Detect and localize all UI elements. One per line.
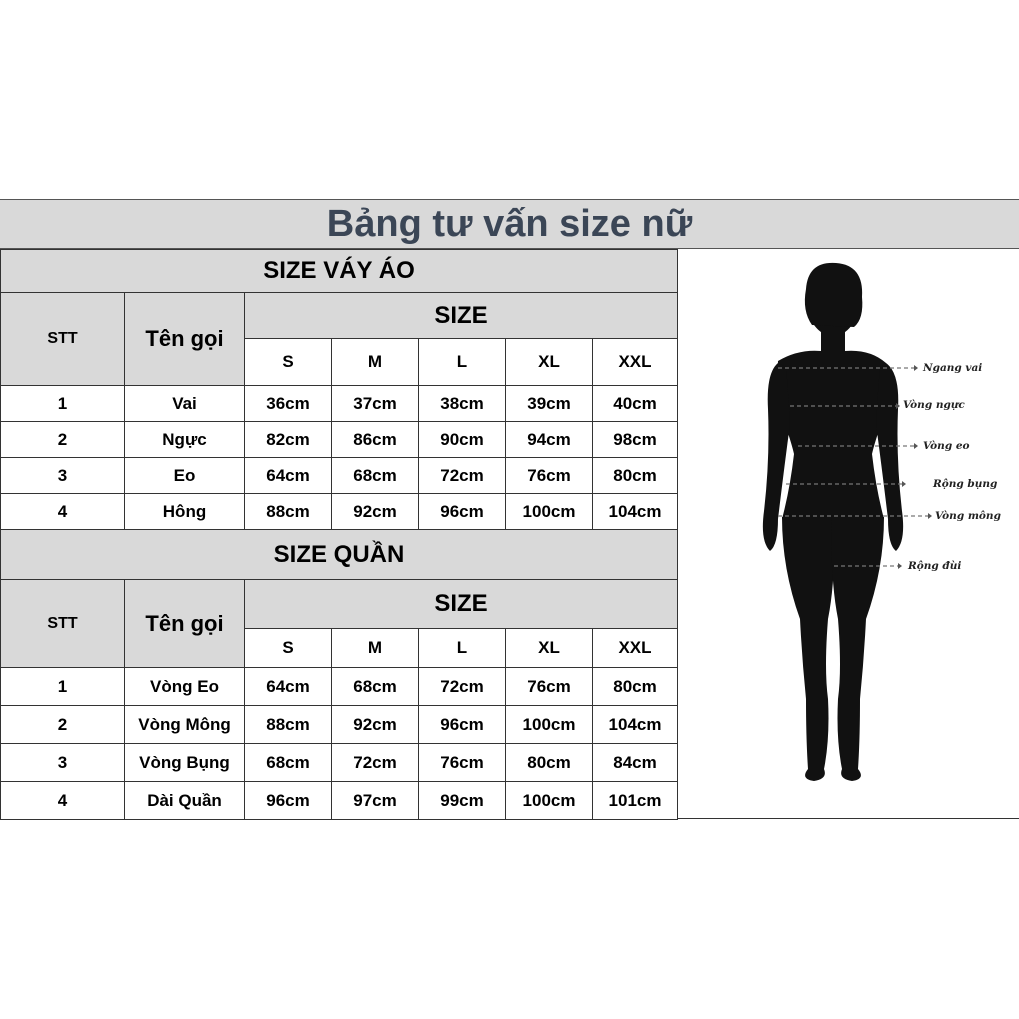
row-stt: 4 <box>1 782 125 820</box>
row-value: 37cm <box>332 386 419 422</box>
row-value: 80cm <box>593 668 678 706</box>
row-value: 94cm <box>506 422 593 458</box>
body-figure-panel <box>677 249 1019 819</box>
row-value: 92cm <box>332 706 419 744</box>
row-value: 76cm <box>506 668 593 706</box>
row-name: Vòng Mông <box>125 706 245 744</box>
size-header: SIZE <box>245 580 678 629</box>
row-value: 72cm <box>332 744 419 782</box>
row-stt: 2 <box>1 422 125 458</box>
row-name: Hông <box>125 494 245 530</box>
row-name: Vai <box>125 386 245 422</box>
row-value: 100cm <box>506 782 593 820</box>
size-header: SIZE <box>245 293 678 339</box>
label-vong-mong: Vòng mông <box>935 510 1001 522</box>
label-vong-eo: Vòng eo <box>923 440 970 452</box>
row-value: 100cm <box>506 494 593 530</box>
pants-size-table <box>0 529 678 820</box>
row-value: 88cm <box>245 706 332 744</box>
row-stt: 3 <box>1 458 125 494</box>
row-value: 64cm <box>245 458 332 494</box>
label-rong-bung: Rộng bụng <box>933 478 998 490</box>
row-value: 92cm <box>332 494 419 530</box>
row-value: 80cm <box>593 458 678 494</box>
row-value: 68cm <box>245 744 332 782</box>
row-value: 72cm <box>419 668 506 706</box>
dress-size-table <box>0 249 678 530</box>
row-value: 96cm <box>419 706 506 744</box>
row-value: 98cm <box>593 422 678 458</box>
row-name: Vòng Eo <box>125 668 245 706</box>
row-value: 76cm <box>506 458 593 494</box>
row-value: 80cm <box>506 744 593 782</box>
row-value: 86cm <box>332 422 419 458</box>
title-bar <box>0 199 1019 249</box>
size-label: XL <box>506 339 593 386</box>
size-label: L <box>419 339 506 386</box>
row-value: 64cm <box>245 668 332 706</box>
size-label: M <box>332 629 419 668</box>
row-value: 104cm <box>593 706 678 744</box>
label-rong-dui: Rộng đùi <box>908 560 962 572</box>
row-stt: 2 <box>1 706 125 744</box>
row-value: 96cm <box>245 782 332 820</box>
size-label: S <box>245 339 332 386</box>
row-value: 96cm <box>419 494 506 530</box>
female-body-silhouette-icon <box>678 249 1019 819</box>
row-name: Ngực <box>125 422 245 458</box>
row-value: 99cm <box>419 782 506 820</box>
size-label: M <box>332 339 419 386</box>
row-stt: 3 <box>1 744 125 782</box>
table-row <box>1 422 678 458</box>
stt-header: STT <box>1 580 125 668</box>
row-value: 39cm <box>506 386 593 422</box>
row-value: 68cm <box>332 668 419 706</box>
stt-header: STT <box>1 293 125 386</box>
row-value: 104cm <box>593 494 678 530</box>
size-label: L <box>419 629 506 668</box>
section-title-pants: SIZE QUẦN <box>1 530 678 580</box>
size-label: XXL <box>593 629 678 668</box>
table-row <box>1 668 678 706</box>
row-value: 88cm <box>245 494 332 530</box>
row-value: 82cm <box>245 422 332 458</box>
table-row <box>1 494 678 530</box>
table-row <box>1 782 678 820</box>
row-value: 76cm <box>419 744 506 782</box>
row-name: Dài Quần <box>125 782 245 820</box>
row-name: Eo <box>125 458 245 494</box>
size-label: XL <box>506 629 593 668</box>
table-row <box>1 744 678 782</box>
row-value: 40cm <box>593 386 678 422</box>
size-label: XXL <box>593 339 678 386</box>
row-value: 84cm <box>593 744 678 782</box>
row-value: 100cm <box>506 706 593 744</box>
size-label: S <box>245 629 332 668</box>
name-header: Tên gọi <box>125 580 245 668</box>
table-row <box>1 706 678 744</box>
page-title: Bảng tư vấn size nữ <box>326 202 693 245</box>
row-stt: 4 <box>1 494 125 530</box>
row-stt: 1 <box>1 386 125 422</box>
table-row <box>1 458 678 494</box>
label-ngang-vai: Ngang vai <box>923 362 983 374</box>
row-stt: 1 <box>1 668 125 706</box>
row-value: 72cm <box>419 458 506 494</box>
row-value: 97cm <box>332 782 419 820</box>
row-value: 101cm <box>593 782 678 820</box>
row-value: 38cm <box>419 386 506 422</box>
label-vong-nguc: Vòng ngực <box>903 399 965 411</box>
row-value: 68cm <box>332 458 419 494</box>
row-value: 36cm <box>245 386 332 422</box>
section-title-dress: SIZE VÁY ÁO <box>1 250 678 293</box>
row-name: Vòng Bụng <box>125 744 245 782</box>
row-value: 90cm <box>419 422 506 458</box>
table-row <box>1 386 678 422</box>
name-header: Tên gọi <box>125 293 245 386</box>
